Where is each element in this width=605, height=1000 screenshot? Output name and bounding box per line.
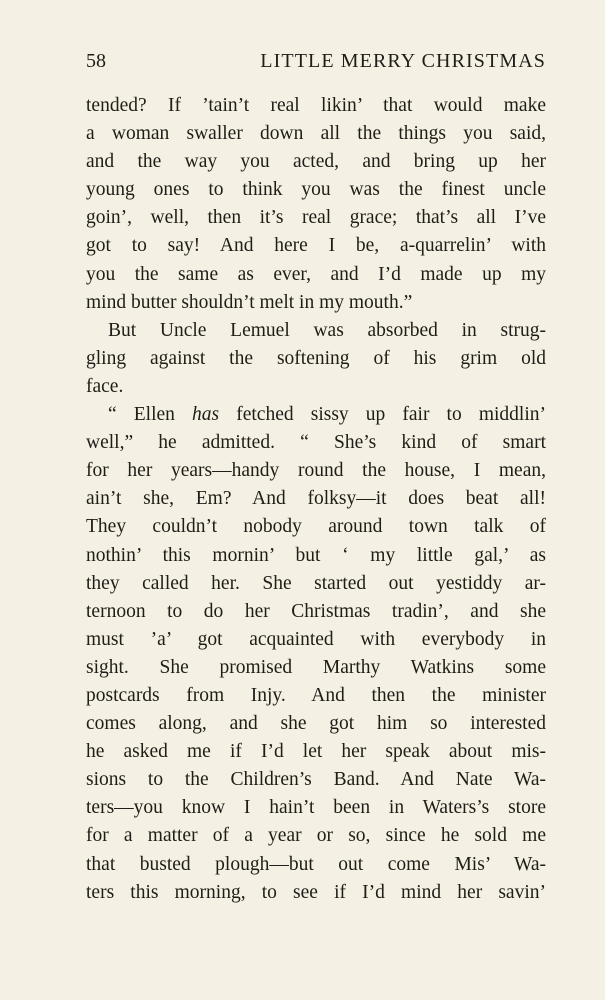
text-line: ters this morning, to see if I’d mind her savin’ <box>86 881 546 903</box>
running-head <box>86 44 546 78</box>
text-line: postcards from Injy. And then the minister <box>86 684 546 706</box>
text-line: comes along, and she got him so interested <box>86 713 546 735</box>
text-line: sight. She promised Marthy Watkins some <box>86 656 546 678</box>
text-line: goin’, well, then it’s real grace; that’s all I’ve <box>86 207 546 229</box>
text-line: ain’t she, Em? And folksy—it does beat all! <box>86 488 546 510</box>
emphasized-word: has <box>192 404 220 426</box>
body-text <box>86 92 546 907</box>
text-line: for a matter of a year or so, since he sold me <box>86 825 546 847</box>
text-line: But Uncle Lemuel was absorbed in strug- <box>108 319 546 341</box>
text-run: “ Ellen <box>108 404 193 426</box>
text-line: got to say! And here I be, a-quarrelin’ with <box>86 235 546 257</box>
text-line: ters—you know I hain’t been in Waters’s store <box>86 797 546 819</box>
text-line: that busted plough—but out come Mis’ Wa- <box>86 853 546 875</box>
page-number: 58 <box>86 50 106 72</box>
text-line: for her years—handy round the house, I mean, <box>86 460 546 482</box>
text-line: young ones to think you was the finest uncle <box>86 179 546 201</box>
book-page <box>86 44 546 907</box>
text-run: fetched sissy up fair to middlin’ <box>219 404 546 426</box>
text-line: nothin’ this mornin’ but ‘ my little gal,’ as <box>86 544 546 566</box>
text-line: ternoon to do her Christmas tradin’, and she <box>86 600 546 622</box>
text-line: face. <box>86 375 124 397</box>
text-line: a woman swaller down all the things you said, <box>86 123 546 145</box>
text-line: mind butter shouldn’t melt in my mouth.” <box>86 291 413 313</box>
text-line: They couldn’t nobody around town talk of <box>86 516 546 538</box>
text-line: well,” he admitted. “ She’s kind of smart <box>86 432 546 454</box>
text-line: gling against the softening of his grim old <box>86 347 546 369</box>
text-line: you the same as ever, and I’d made up my <box>86 263 546 285</box>
text-line <box>86 401 546 429</box>
text-line: he asked me if I’d let her speak about mis- <box>86 741 546 763</box>
text-line: and the way you acted, and bring up her <box>86 151 546 173</box>
text-line: sions to the Children’s Band. And Nate Wa- <box>86 769 546 791</box>
text-line: tended? If ’tain’t real likin’ that would make <box>86 95 546 116</box>
running-title: LITTLE MERRY CHRISTMAS <box>260 50 546 72</box>
text-line: must ’a’ got acquainted with everybody in <box>86 628 546 650</box>
text-line: they called her. She started out yestiddy ar- <box>86 572 546 594</box>
